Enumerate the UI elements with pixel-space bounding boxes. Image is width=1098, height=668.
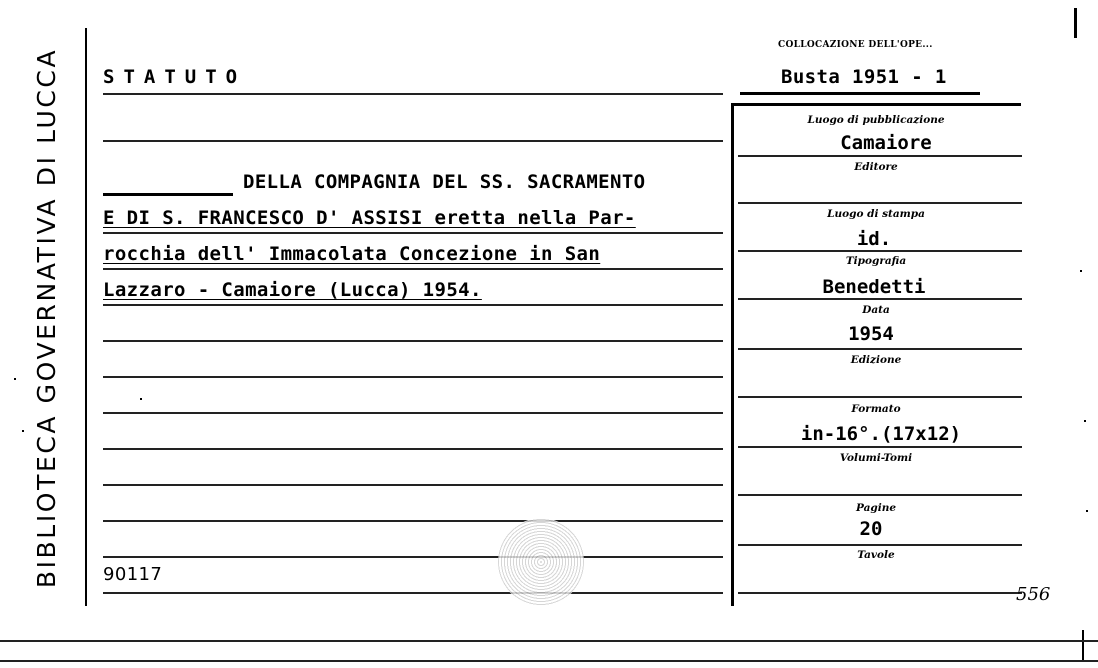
rule: [738, 250, 1022, 252]
rule: [738, 155, 1022, 157]
card-bottom-edge-2: [0, 660, 1098, 662]
value-pagine: 20: [859, 518, 883, 540]
label-tavole: Tavole: [857, 549, 895, 561]
rule: [738, 544, 1022, 546]
label-edizione: Edizione: [850, 354, 902, 366]
scan-speck: [14, 378, 16, 380]
body-line-1: DELLA COMPAGNIA DEL SS. SACRAMENTO: [243, 171, 646, 193]
rule: [103, 448, 723, 450]
label-editore: Editore: [854, 161, 898, 173]
scan-speck: [22, 430, 24, 432]
panel-top-border: [731, 103, 1021, 106]
label-volumi-tomi: Volumi-Tomi: [839, 452, 913, 464]
value-luogo-pubblicazione: Camaiore: [840, 132, 932, 154]
rule: [103, 232, 723, 234]
card-bottom-edge: [0, 640, 1098, 642]
rule: [738, 494, 1022, 496]
scan-speck: [1084, 420, 1086, 422]
label-luogo-pubblicazione: Luogo di pubblicazione: [807, 114, 945, 126]
card-title: STATUTO: [103, 66, 247, 88]
body-line-4: Lazzaro - Camaiore (Lucca) 1954.: [103, 279, 482, 301]
rule: [103, 268, 723, 270]
rule: [738, 348, 1022, 350]
scan-speck: [140, 398, 142, 400]
rule: [103, 304, 723, 306]
rule: [103, 140, 723, 142]
rule: [738, 446, 1022, 448]
rule: [738, 592, 1022, 594]
library-stamp: [498, 518, 584, 606]
rule: [103, 484, 723, 486]
value-tipografia: Benedetti: [822, 276, 926, 298]
right-edge-line: [1074, 8, 1077, 38]
rule: [103, 193, 233, 196]
library-vertical-label: BIBLIOTECA GOVERNATIVA DI LUCCA: [32, 47, 61, 589]
rule: [740, 92, 980, 95]
scan-speck: [1086, 510, 1088, 512]
rule: [103, 340, 723, 342]
right-edge-line-lower: [1082, 630, 1084, 660]
body-line-3: rocchia dell' Immacolata Concezione in San: [103, 243, 601, 265]
rule: [103, 592, 723, 594]
label-pagine: Pagine: [855, 502, 897, 514]
label-data: Data: [862, 304, 890, 316]
value-data: 1954: [848, 323, 894, 345]
body-line-2: E DI S. FRANCESCO D' ASSISI eretta nella Par-: [103, 207, 636, 229]
rule: [103, 520, 723, 522]
rule: [103, 412, 723, 414]
rule: [103, 556, 723, 558]
handwritten-note: 556: [1016, 584, 1051, 605]
value-luogo-stampa: id.: [856, 228, 892, 250]
label-luogo-stampa: Luogo di stampa: [827, 208, 925, 220]
scan-speck: [1080, 270, 1082, 272]
label-tipografia: Tipografia: [845, 255, 907, 267]
inventory-number: 90117: [103, 564, 163, 585]
rule: [103, 376, 723, 378]
rule: [738, 298, 1022, 300]
left-margin-line: [85, 28, 87, 606]
rule: [738, 396, 1022, 398]
value-formato: in-16°.(17x12): [800, 423, 962, 445]
collocazione-header: COLLOCAZIONE DELL'OPE...: [778, 40, 933, 50]
rule: [103, 93, 723, 95]
rule: [738, 202, 1022, 204]
label-formato: Formato: [851, 403, 901, 415]
collocazione-value: Busta 1951 - 1: [781, 66, 947, 88]
